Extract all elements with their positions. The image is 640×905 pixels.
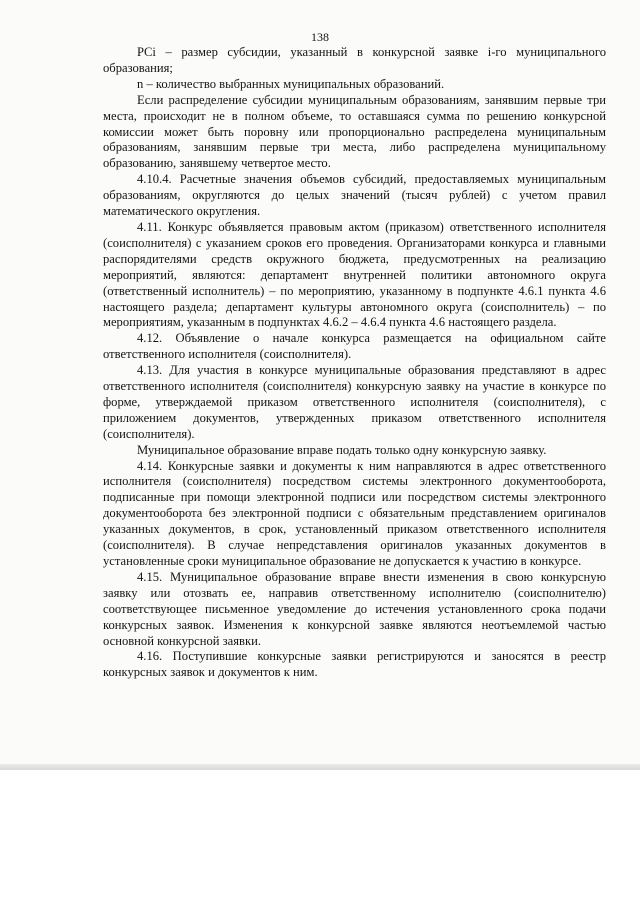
paragraph-distribution: Если распределение субсидии муниципальным образованиям, занявшим первые три места, происходит не в полном объеме, то оставшаяся сумма по решению конкурсной комиссии может быть поровну или пропорционально распределена муниципальным образованиям, занявшим первые три места, либо распределена муниципальному образованию, занявшему четвертое место. — [103, 92, 606, 171]
paragraph-pci-definition: PCi – размер субсидии, указанный в конкурсной заявке i-го муниципального образования; — [103, 45, 606, 75]
paragraph-4-11: 4.11. Конкурс объявляется правовым актом (приказом) ответственного исполнителя (соисполнителя) с указанием сроков его проведения. Организаторами конкурса и главными распорядителями средств окружного бюджета, предусмотренных на реализацию мероприятий, являются: департамент внутренней политики автономного округа (ответственный исполнитель) – по мероприятию, указанному в подпункте 4.6.1 пункта 4.6 настоящего раздела; департамент культуры автономного округа (соисполнитель) – по мероприятиям, указанным в подпунктах 4.6.2 – 4.6.4 пункта 4.6 настоящего раздела. — [103, 219, 606, 330]
paragraph-4-13: 4.13. Для участия в конкурсе муниципальные образования представляют в адрес ответственного исполнителя (соисполнителя) конкурсную заявку на участие в конкурсе по форме, утверждаемой приказом ответственного исполнителя (соисполнителя), с приложением документов, утвержденных приказом ответственного исполнителя (соисполнителя). — [103, 363, 606, 441]
paragraph-4-14: 4.14. Конкурсные заявки и документы к ним направляются в адрес ответственного исполнителя (соисполнителя) посредством системы электронного документооборота, подписанные при помощи электронной подписи или посредством системы электронного документооборота без электронной подписи с обязательным представлением оригиналов указанных документов, в срок, установленный приказом ответственного исполнителя (соисполнителя). В случае непредставления оригиналов указанных документов в установленные сроки муниципальное образование не допускается к участию в конкурсе. — [103, 458, 606, 568]
paragraph-single-application: Муниципальное образование вправе подать только одну конкурсную заявку. — [137, 442, 547, 457]
paragraph-n-definition: n – количество выбранных муниципальных образований. — [137, 76, 445, 91]
document-body — [103, 45, 606, 681]
paragraph-4-15: 4.15. Муниципальное образование вправе внести изменения в свою конкурсную заявку или отозвать ее, направив ответственному исполнителю (соисполнителю) соответствующее письменное уведомление до истечения установленного срока подачи конкурсных заявок. Изменения к конкурсной заявке являются неотъемлемой частью основной конкурсной заявки. — [103, 569, 606, 648]
paragraph-4-16: 4.16. Поступившие конкурсные заявки регистрируются и заносятся в реестр конкурсных заявок и документов к ним. — [103, 649, 606, 680]
paragraph-4-12: 4.12. Объявление о начале конкурса размещается на официальном сайте ответственного исполнителя (соисполнителя). — [103, 331, 606, 362]
paragraph-4-10-4: 4.10.4. Расчетные значения объемов субсидий, предоставляемых муниципальным образованиям, округляются до целых значений (тысяч рублей) с учетом правил математического округления. — [103, 172, 606, 219]
blank-margin — [0, 770, 640, 905]
page-number: 138 — [311, 30, 329, 44]
